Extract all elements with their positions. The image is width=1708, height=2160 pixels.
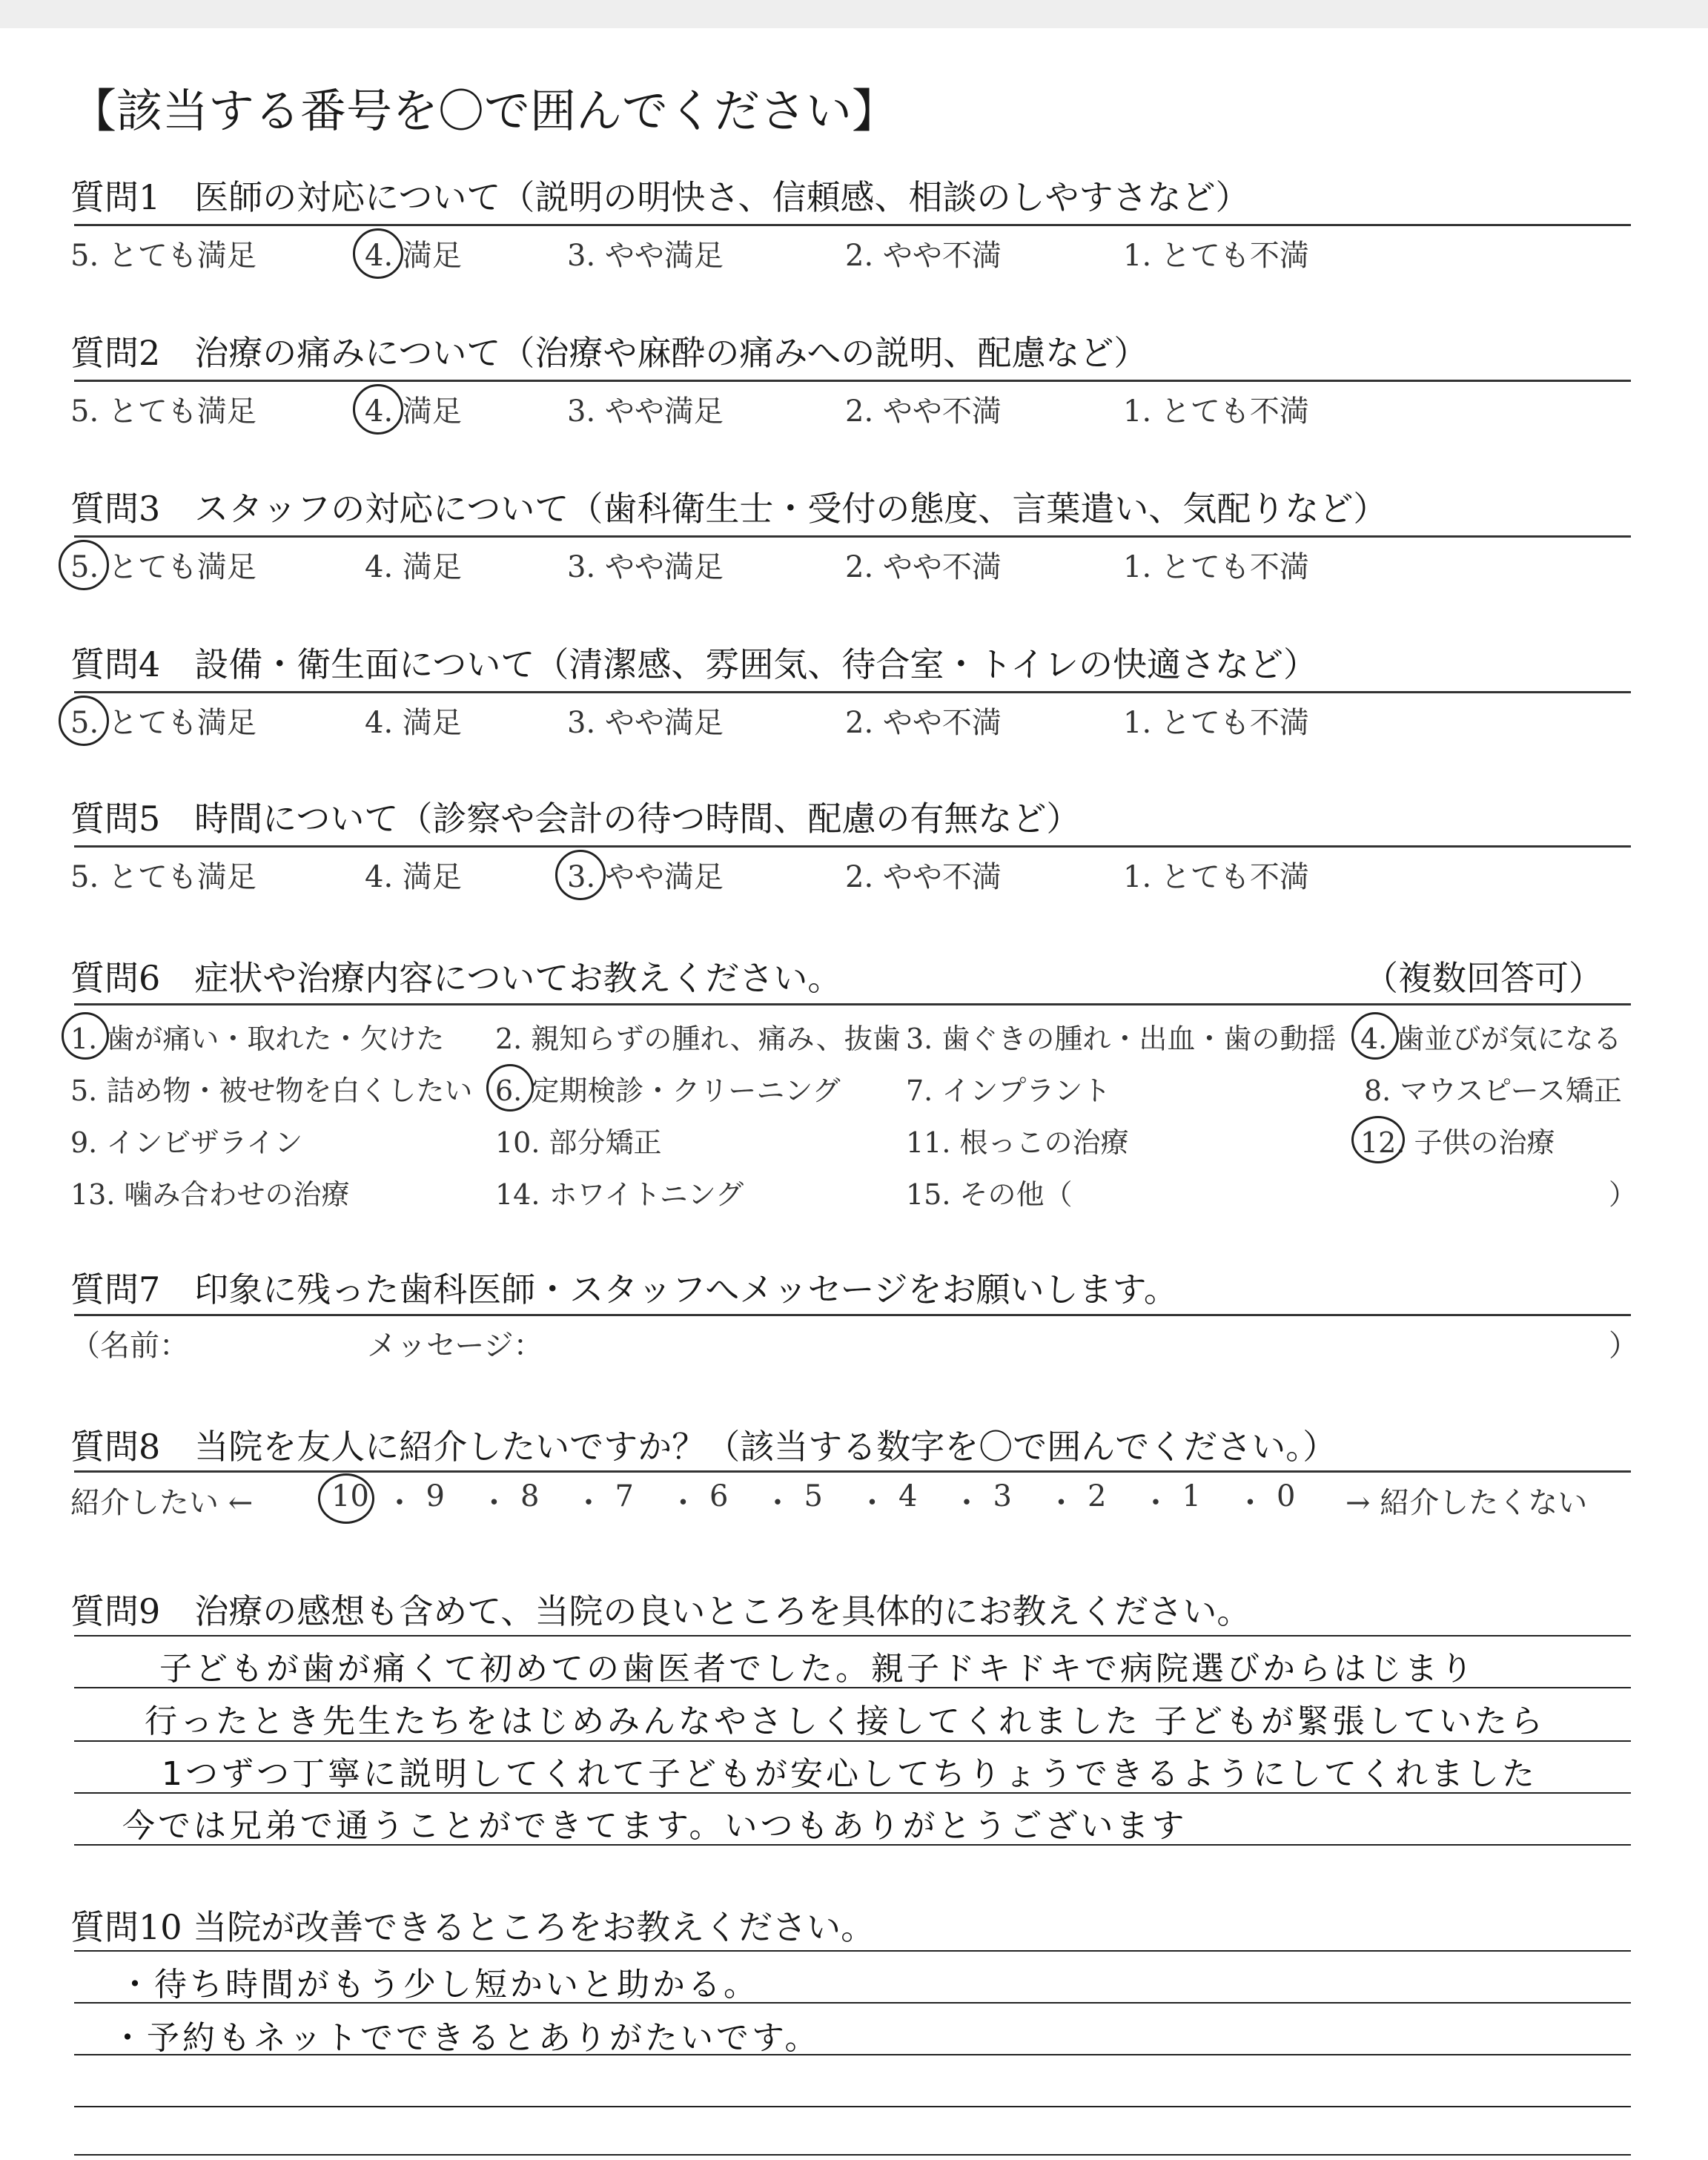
q6-rule [74, 1003, 1631, 1005]
selection-circle [555, 850, 606, 900]
question-title: 質問5 時間について（診察や会計の待つ時間、配慮の有無など） [70, 799, 1081, 839]
question-rule [74, 691, 1631, 693]
rating-option[interactable]: 3. やや満足 [567, 550, 724, 584]
q9-answer-line: 今では兄弟で通うことができてます。いつもありがとうございます [122, 1807, 1188, 1845]
rating-option[interactable]: 5. とても満足 [70, 239, 256, 273]
question-title: 質問1 医師の対応について（説明の明快さ、信頼感、相談のしやすさなど） [70, 177, 1250, 217]
rating-option[interactable]: 2. やや不満 [845, 706, 1002, 740]
q8-separator: ・ [385, 1486, 414, 1520]
q8-scale-value[interactable]: 5 [804, 1479, 823, 1513]
rating-option[interactable]: 1. とても不満 [1123, 860, 1309, 894]
q9-title: 質問9 治療の感想も含めて、当院の良いところを具体的にお教えください。 [70, 1591, 1251, 1631]
q8-scale-value[interactable]: 6 [709, 1479, 729, 1513]
q6-option[interactable]: 1. 歯が痛い・取れた・欠けた [70, 1023, 445, 1055]
rating-option[interactable]: 3. やや満足 [567, 860, 724, 894]
q8-right-label: → 紹介したくない [1345, 1486, 1588, 1520]
q6-option[interactable]: 14. ホワイトニング [495, 1178, 744, 1211]
question-rule [74, 535, 1631, 538]
q6-option[interactable]: 2. 親知らずの腫れ、痛み、抜歯 [495, 1023, 901, 1055]
q8-separator: ・ [1141, 1486, 1171, 1520]
q6-option[interactable]: 10. 部分矯正 [495, 1126, 662, 1159]
rating-option[interactable]: 3. やや満足 [567, 394, 724, 429]
selection-circle [353, 384, 403, 435]
q10-rule [74, 2106, 1631, 2107]
rating-option[interactable]: 1. とても不満 [1123, 550, 1309, 584]
rating-option[interactable]: 1. とても不満 [1123, 394, 1309, 429]
q6-option[interactable]: 4. 歯並びが気になる [1360, 1023, 1622, 1055]
q7-close-paren: ） [1609, 1329, 1638, 1363]
rating-option[interactable]: 1. とても不満 [1123, 706, 1309, 740]
q10-answer-line: ・予約もネットでできるとありがたいです。 [111, 2019, 821, 2057]
q10-rule [74, 2154, 1631, 2156]
rating-option[interactable]: 4. 満足 [365, 860, 462, 894]
rating-option[interactable]: 5. とても満足 [70, 706, 256, 740]
q6-option[interactable]: 12. 子供の治療 [1360, 1126, 1555, 1159]
page-header: 【該当する番号を〇で囲んでください】 [70, 84, 898, 138]
q6-option[interactable]: 11. 根っこの治療 [906, 1126, 1129, 1159]
q8-left-label: 紹介したい ← [70, 1486, 254, 1520]
selection-circle [353, 228, 403, 279]
rating-option[interactable]: 2. やや不満 [845, 394, 1002, 429]
q8-scale-value[interactable]: 10 [331, 1479, 369, 1513]
selection-circle [318, 1473, 374, 1524]
scan-top-edge [0, 0, 1708, 28]
q10-title: 質問10 当院が改善できるところをお教えください。 [70, 1907, 875, 1947]
rating-option[interactable]: 4. 満足 [365, 394, 462, 429]
q6-option[interactable]: 15. その他（ [906, 1178, 1073, 1211]
rating-option[interactable]: 3. やや満足 [567, 239, 724, 273]
rating-option[interactable]: 4. 満足 [365, 239, 462, 273]
question-rule [74, 224, 1631, 226]
q8-scale-value[interactable]: 4 [898, 1479, 918, 1513]
rating-option[interactable]: 2. やや不満 [845, 550, 1002, 584]
rating-option[interactable]: 5. とても満足 [70, 860, 256, 894]
selection-circle [62, 1012, 109, 1060]
rating-option[interactable]: 2. やや不満 [845, 239, 1002, 273]
q10-answer-line: ・待ち時間がもう少し短かいと助かる。 [119, 1966, 759, 2004]
q6-title: 質問6 症状や治療内容についてお教えください。 [70, 958, 842, 998]
rating-option[interactable]: 5. とても満足 [70, 394, 256, 429]
q6-option[interactable]: 9. インビザライン [70, 1126, 303, 1159]
q7-title: 質問7 印象に残った歯科医師・スタッフへメッセージをお願いします。 [70, 1269, 1178, 1309]
q6-option[interactable]: 7. インプラント [906, 1074, 1111, 1107]
q6-close-paren: ） [1609, 1178, 1638, 1211]
q6-option[interactable]: 3. 歯ぐきの腫れ・出血・歯の動揺 [906, 1023, 1337, 1055]
selection-circle [1351, 1012, 1399, 1060]
q9-rule [74, 1635, 1631, 1636]
question-title: 質問2 治療の痛みについて（治療や麻酔の痛みへの説明、配慮など） [70, 333, 1148, 373]
q8-separator: ・ [574, 1486, 603, 1520]
q6-option[interactable]: 5. 詰め物・被せ物を白くしたい [70, 1074, 473, 1107]
q6-option[interactable]: 8. マウスピース矯正 [1364, 1074, 1622, 1107]
q6-option[interactable]: 6. 定期検診・クリーニング [495, 1074, 841, 1107]
q9-answer-line: 1つずつ丁寧に説明してくれて子どもが安心してちりょうできるようにしてくれました [162, 1755, 1537, 1793]
rating-option[interactable]: 2. やや不満 [845, 860, 1002, 894]
q8-scale-value[interactable]: 0 [1277, 1479, 1296, 1513]
question-title: 質問4 設備・衛生面について（清潔感、雰囲気、待合室・トイレの快適さなど） [70, 644, 1318, 684]
q7-name-label: （名前： [70, 1329, 189, 1363]
q8-scale-value[interactable]: 9 [426, 1479, 445, 1513]
q8-separator: ・ [1235, 1486, 1265, 1520]
q6-option[interactable]: 13. 噛み合わせの治療 [70, 1178, 350, 1211]
rating-option[interactable]: 4. 満足 [365, 706, 462, 740]
selection-circle [59, 696, 109, 746]
q8-separator: ・ [1046, 1486, 1076, 1520]
q10-rule [74, 1950, 1631, 1952]
q6-note: （複数回答可） [1364, 958, 1603, 998]
selection-circle [1351, 1116, 1405, 1163]
q8-title: 質問8 当院を友人に紹介したいですか？（該当する数字を〇で囲んでください。） [70, 1427, 1337, 1467]
q7-message-label: メッセージ： [367, 1329, 543, 1363]
selection-circle [59, 540, 109, 590]
rating-option[interactable]: 1. とても不満 [1123, 239, 1309, 273]
question-rule [74, 380, 1631, 382]
rating-option[interactable]: 4. 満足 [365, 550, 462, 584]
rating-option[interactable]: 3. やや満足 [567, 706, 724, 740]
q8-scale-value[interactable]: 1 [1182, 1479, 1201, 1513]
selection-circle [486, 1064, 534, 1112]
q8-separator: ・ [668, 1486, 698, 1520]
rating-option[interactable]: 5. とても満足 [70, 550, 256, 584]
q8-separator: ・ [952, 1486, 982, 1520]
q9-answer-line: 子どもが歯が痛くて初めての歯医者でした。親子ドキドキで病院選びからはじまり [159, 1650, 1476, 1688]
q8-separator: ・ [763, 1486, 792, 1520]
q8-scale-value[interactable]: 3 [993, 1479, 1012, 1513]
q8-scale-value[interactable]: 8 [520, 1479, 540, 1513]
q9-answer-line: 行ったとき先生たちをはじめみんなやさしく接してくれました 子どもが緊張していたら [145, 1702, 1546, 1740]
q8-rule [74, 1470, 1631, 1473]
q8-scale-value[interactable]: 2 [1088, 1479, 1107, 1513]
question-rule [74, 845, 1631, 848]
q8-separator: ・ [857, 1486, 887, 1520]
q8-scale-value[interactable]: 7 [615, 1479, 634, 1513]
question-title: 質問3 スタッフの対応について（歯科衛生士・受付の態度、言葉遣い、気配りなど） [70, 489, 1388, 529]
q7-rule [74, 1314, 1631, 1316]
q8-separator: ・ [479, 1486, 509, 1520]
